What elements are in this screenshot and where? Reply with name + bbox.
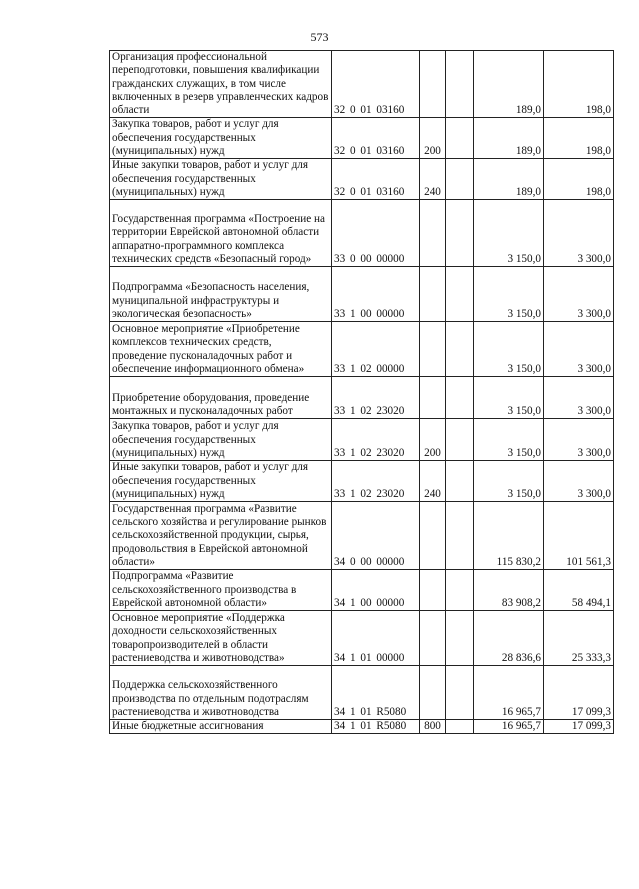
row-name: Поддержка сельскохозяйственного производства по отдельным подотраслям растениеводства и животноводства (110, 666, 332, 720)
row-expense-type (420, 666, 446, 720)
row-value-year2: 3 300,0 (544, 322, 614, 377)
table-row (110, 570, 614, 611)
row-expense-type (420, 51, 446, 118)
row-value-year1: 3 150,0 (474, 461, 544, 502)
row-name: Основное мероприятие «Поддержка доходности сельскохозяйственных товаропроизводителей в области растениеводства и животноводства» (110, 611, 332, 666)
row-empty-cell (446, 51, 474, 118)
budget-table (109, 50, 614, 734)
row-code: 34 1 01 R5080 (332, 666, 420, 720)
row-empty-cell (446, 267, 474, 322)
row-empty-cell (446, 502, 474, 570)
row-value-year2: 17 099,3 (544, 720, 614, 734)
table-row (110, 461, 614, 502)
row-code: 33 1 02 23020 (332, 377, 420, 419)
row-code: 32 0 01 03160 (332, 51, 420, 118)
row-value-year1: 28 836,6 (474, 611, 544, 666)
row-expense-type (420, 267, 446, 322)
row-value-year2: 3 300,0 (544, 200, 614, 267)
row-value-year1: 3 150,0 (474, 377, 544, 419)
row-empty-cell (446, 159, 474, 200)
row-value-year1: 3 150,0 (474, 419, 544, 461)
row-name: Иные бюджетные ассигнования (110, 720, 332, 734)
row-expense-type (420, 377, 446, 419)
row-name: Основное мероприятие «Приобретение комплексов технических средств, проведение пусконаладочных работ и обеспечение информационного обмена» (110, 322, 332, 377)
row-expense-type (420, 502, 446, 570)
row-name: Приобретение оборудования, проведение монтажных и пусконаладочных работ (110, 377, 332, 419)
row-value-year1: 16 965,7 (474, 666, 544, 720)
table-row (110, 267, 614, 322)
row-name: Подпрограмма «Безопасность населения, муниципальной инфраструктуры и экологическая безопасность» (110, 267, 332, 322)
row-expense-type (420, 322, 446, 377)
row-value-year1: 189,0 (474, 159, 544, 200)
row-empty-cell (446, 666, 474, 720)
table-row (110, 720, 614, 734)
table-row (110, 611, 614, 666)
row-name: Государственная программа «Построение на территории Еврейской автономной области аппаратно-программного комплекса технических средств «Безопасный город» (110, 200, 332, 267)
row-expense-type: 240 (420, 461, 446, 502)
row-value-year1: 189,0 (474, 118, 544, 159)
table-row (110, 159, 614, 200)
row-name: Закупка товаров, работ и услуг для обеспечения государственных (муниципальных) нужд (110, 118, 332, 159)
row-empty-cell (446, 322, 474, 377)
table-row (110, 51, 614, 118)
table-row (110, 200, 614, 267)
row-code: 34 1 00 00000 (332, 570, 420, 611)
row-code: 33 1 02 00000 (332, 322, 420, 377)
row-value-year1: 115 830,2 (474, 502, 544, 570)
row-expense-type: 200 (420, 118, 446, 159)
table-row (110, 118, 614, 159)
row-empty-cell (446, 570, 474, 611)
row-empty-cell (446, 377, 474, 419)
row-code: 33 1 02 23020 (332, 419, 420, 461)
table-row (110, 666, 614, 720)
row-name: Иные закупки товаров, работ и услуг для обеспечения государственных (муниципальных) нужд (110, 461, 332, 502)
page-number: 573 (310, 30, 329, 44)
table-row (110, 377, 614, 419)
row-value-year2: 3 300,0 (544, 377, 614, 419)
row-value-year2: 198,0 (544, 51, 614, 118)
row-expense-type (420, 611, 446, 666)
row-name: Иные закупки товаров, работ и услуг для обеспечения государственных (муниципальных) нужд (110, 159, 332, 200)
row-value-year2: 198,0 (544, 118, 614, 159)
row-value-year1: 16 965,7 (474, 720, 544, 734)
row-value-year2: 3 300,0 (544, 461, 614, 502)
row-code: 33 1 02 23020 (332, 461, 420, 502)
row-value-year1: 189,0 (474, 51, 544, 118)
row-expense-type (420, 200, 446, 267)
row-code: 32 0 01 03160 (332, 118, 420, 159)
row-empty-cell (446, 611, 474, 666)
row-name: Государственная программа «Развитие сельского хозяйства и регулирование рынков сельскохозяйственной продукции, сырья, продовольствия в Еврейской автономной области» (110, 502, 332, 570)
row-name: Организация профессиональной переподготовки, повышения квалификации гражданских служащих, в том числе включенных в резерв управленческих кадров области (110, 51, 332, 118)
row-expense-type: 800 (420, 720, 446, 734)
row-value-year1: 3 150,0 (474, 322, 544, 377)
row-empty-cell (446, 461, 474, 502)
table-row (110, 322, 614, 377)
row-value-year2: 17 099,3 (544, 666, 614, 720)
row-value-year2: 101 561,3 (544, 502, 614, 570)
row-value-year2: 198,0 (544, 159, 614, 200)
row-empty-cell (446, 200, 474, 267)
row-value-year2: 3 300,0 (544, 267, 614, 322)
row-empty-cell (446, 720, 474, 734)
table-row (110, 502, 614, 570)
row-expense-type (420, 570, 446, 611)
row-code: 34 0 00 00000 (332, 502, 420, 570)
row-empty-cell (446, 118, 474, 159)
row-value-year1: 3 150,0 (474, 200, 544, 267)
row-expense-type: 240 (420, 159, 446, 200)
row-value-year2: 25 333,3 (544, 611, 614, 666)
table-row (110, 419, 614, 461)
row-value-year2: 58 494,1 (544, 570, 614, 611)
row-code: 33 0 00 00000 (332, 200, 420, 267)
row-code: 34 1 01 00000 (332, 611, 420, 666)
row-value-year1: 83 908,2 (474, 570, 544, 611)
row-name: Закупка товаров, работ и услуг для обеспечения государственных (муниципальных) нужд (110, 419, 332, 461)
row-code: 34 1 01 R5080 (332, 720, 420, 734)
row-code: 32 0 01 03160 (332, 159, 420, 200)
row-name: Подпрограмма «Развитие сельскохозяйственного производства в Еврейской автономной области» (110, 570, 332, 611)
row-empty-cell (446, 419, 474, 461)
row-value-year1: 3 150,0 (474, 267, 544, 322)
row-code: 33 1 00 00000 (332, 267, 420, 322)
row-value-year2: 3 300,0 (544, 419, 614, 461)
row-expense-type: 200 (420, 419, 446, 461)
